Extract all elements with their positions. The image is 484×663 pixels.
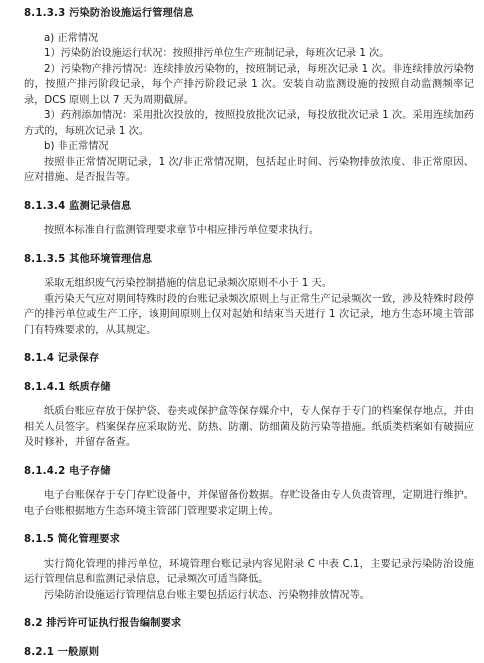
paragraph: 3）药剂添加情况：采用批次投放的，按照投放批次记录，每投放批次记录 1 次。采用连续加药方式的，每班次记录 1 次。 xyxy=(24,110,474,137)
paragraph: 电子台账保存于专门存贮设备中，并保留备份数据。存贮设备由专人负责管理，定期进行维护。电子台账根据地方生态环境主管部门管理要求定期上传。 xyxy=(24,490,474,517)
paragraph: 2）污染物产排污情况：连续排放污染物的，按班制记录，每班次记录 1 次。非连续排放污染物的，按照产排污阶段记录，每个产排污阶段记录 1 次。安装自动监测设施的按照自动监测频率记录，DCS 原则上以 7 天为周期截屏。 xyxy=(24,63,474,106)
section-heading-8-1-3-3: 8.1.3.3 污染防治设施运行管理信息 xyxy=(24,8,194,19)
paragraph: 重污染天气应对期间特殊时段的台账记录频次原则上与正常生产记录频次一致，涉及特殊时段停产的排污单位或生产工序，该期间原则上仅对起始和结束当天进行 1 次记录，地方生态环境主管部门有特殊要求的，从其规定。 xyxy=(24,293,474,336)
section-heading-8-2: 8.2 排污许可证执行报告编制要求 xyxy=(24,618,182,629)
section-heading-8-1-4: 8.1.4 记录保存 xyxy=(24,353,100,364)
subheading-normal-conditions: a) 正常情况 xyxy=(44,32,99,44)
section-heading-8-1-4-1: 8.1.4.1 纸质存储 xyxy=(24,381,111,393)
paragraph: 纸质台账应存放于保护袋、卷夹或保护盒等保存媒介中，专人保存于专门的档案保存地点，并由相关人员签字。档案保存应采取防光、防热、防潮、防细菌及防污染等措施。纸质类档案如有破损应及时修补，并留存备查。 xyxy=(24,406,474,448)
section-heading-8-1-3-5: 8.1.3.5 其他环境管理信息 xyxy=(24,253,153,265)
paragraph: 污染防治设施运行管理信息台账主要包括运行状态、污染物排放情况等。 xyxy=(44,589,370,601)
section-heading-8-1-3-4: 8.1.3.4 监测记录信息 xyxy=(24,200,132,212)
paragraph: 实行简化管理的排污单位，环境管理台账记录内容见附录 C 中表 C.1，主要记录污染防治设施运行管理信息和监测记录信息，记录频次可适当降低。 xyxy=(24,558,474,585)
paragraph: 按照非正常情况期记录，1 次/非正常情况期，包括起止时间、污染物排放浓度、非正常原因、应对措施、是否报告等。 xyxy=(24,156,474,183)
subheading-abnormal-conditions: b) 非正常情况 xyxy=(44,141,109,152)
section-heading-8-1-5: 8.1.5 简化管理要求 xyxy=(24,534,121,545)
paragraph: 按照本标准自行监测管理要求章节中相应排污单位要求执行。 xyxy=(44,225,320,236)
paragraph: 1）污染防治设施运行状况：按照排污单位生产班制记录，每班次记录 1 次。 xyxy=(44,48,390,59)
paragraph: 采取无组织废气污染控制措施的信息记录频次原则不小于 1 天。 xyxy=(44,278,333,289)
section-heading-8-1-4-2: 8.1.4.2 电子存储 xyxy=(24,465,111,477)
section-heading-8-2-1: 8.2.1 一般原则 xyxy=(24,646,100,658)
